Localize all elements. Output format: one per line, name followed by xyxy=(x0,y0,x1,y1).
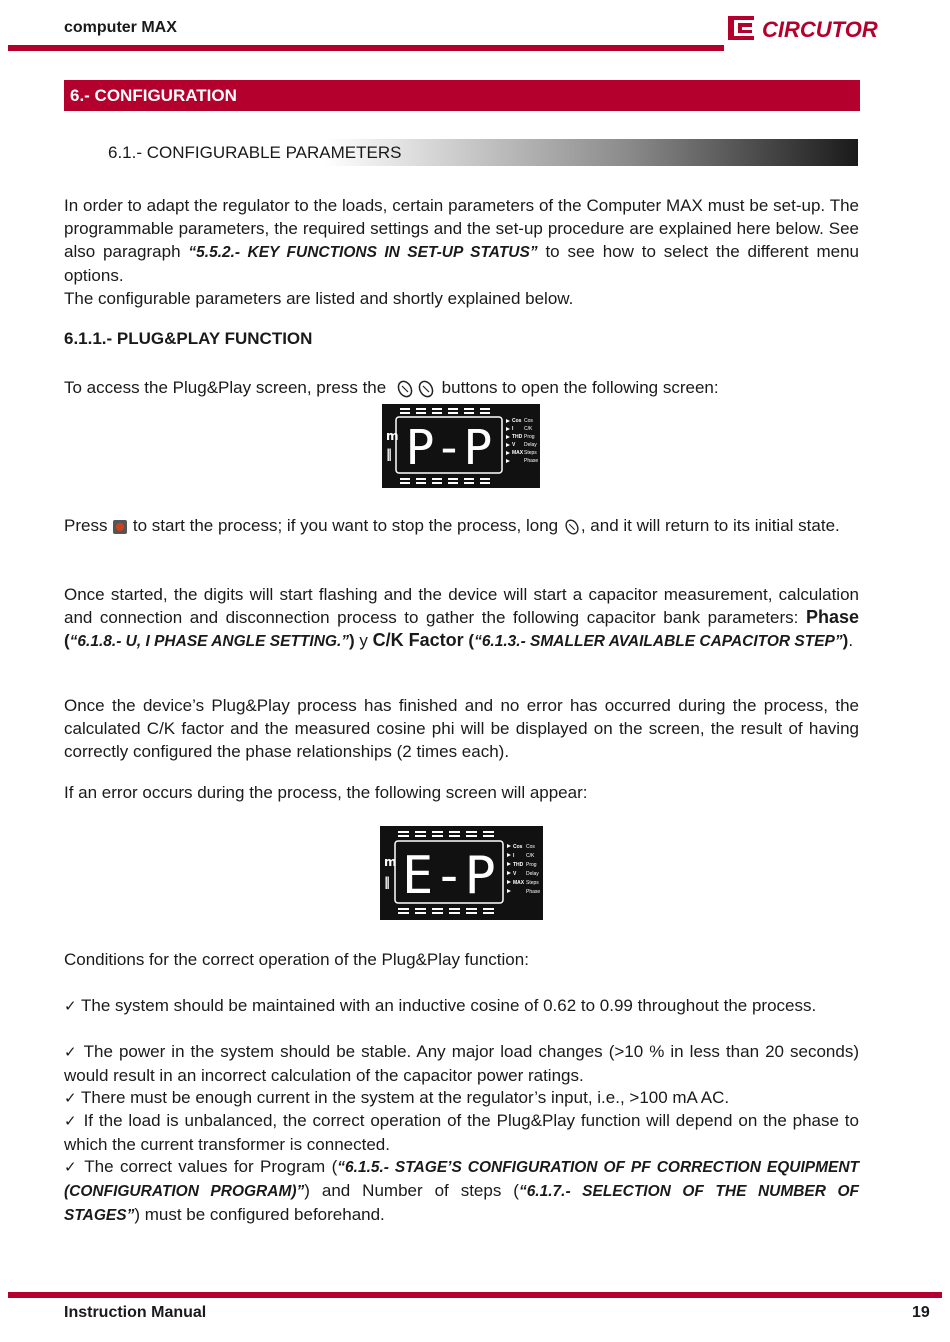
lcd-label: C/K xyxy=(524,426,533,432)
key-button-icon xyxy=(395,379,415,399)
lcd-display-plug-play xyxy=(382,404,540,488)
lcd-label: Phase xyxy=(524,458,539,464)
plug-play-heading: 6.1.1.- PLUG&PLAY FUNCTION xyxy=(64,329,313,348)
access-paragraph: To access the Plug&Play screen, press the buttons to open the following screen: xyxy=(64,378,719,397)
lcd-error-readout: E-P xyxy=(402,846,496,906)
check-icon: ✓ xyxy=(64,1043,78,1061)
lcd-label: Prog xyxy=(524,434,535,440)
logo-text: CIRCUTOR xyxy=(762,17,878,42)
lcd-label: Cos xyxy=(513,844,523,850)
svg-text:m: m xyxy=(384,855,397,869)
lcd-label: Steps xyxy=(524,450,537,456)
lcd-label: V xyxy=(512,442,516,448)
intro-paragraph-2: The configurable parameters are listed and shortly explained below. xyxy=(64,289,574,308)
lcd-label: I xyxy=(512,426,514,432)
circutor-logo xyxy=(724,8,902,46)
condition-item: ✓ The system should be maintained with an inductive cosine of 0.62 to 0.99 throughout the process. xyxy=(64,996,817,1015)
lcd-label: Prog xyxy=(526,862,537,868)
lcd-label: THD xyxy=(512,434,523,440)
lcd-label: Cos xyxy=(526,844,535,850)
lcd-label: Steps xyxy=(526,880,539,886)
check-icon: ✓ xyxy=(64,1158,79,1176)
intro-paragraph: In order to adapt the regulator to the loads, certain parameters of the Computer MAX must be set-up. The programmable parameters, the required settings and the set-up procedure are explained here below. See also paragraph “5.5.2.- KEY FUNCTIONS IN SET-UP STATUS” to see how to select the different menu options. xyxy=(64,196,859,285)
lcd-label: MAX xyxy=(512,450,524,456)
lcd-label: C/K xyxy=(526,853,535,859)
header-rule xyxy=(8,45,724,51)
svg-text:m: m xyxy=(386,429,399,443)
lcd-label: V xyxy=(513,871,517,877)
lcd-label: THD xyxy=(513,862,524,868)
lcd-label: Cos xyxy=(524,418,533,424)
lcd-label: I xyxy=(513,853,515,859)
started-paragraph: Once started, the digits will start flashing and the device will start a capacitor measurement, calculation and connection and disconnection process to gather the following capacitor bank parameters: Phase (“6.1.8.- U, I PHASE ANGLE SETTING.”) y C/K Factor (“6.1.3.- SMALLER AVAILABLE CAPACITOR STEP”). xyxy=(64,585,859,650)
finished-paragraph: Once the device’s Plug&Play process has finished and no error has occurred during the process, the calculated C/K factor and the measured cosine phi will be displayed on the screen, the result of having correctly configured the phase relationships (2 times each). xyxy=(64,696,859,761)
lcd-label: Delay xyxy=(526,871,539,877)
lcd-display-error xyxy=(380,826,543,920)
condition-item: ✓ The power in the system should be stable. Any major load changes (>10 % in less than 20 seconds) would result in an incorrect calculation of the capacitor power ratings. xyxy=(64,1042,859,1085)
press-paragraph: Press to start the process; if you want to stop the process, long , and it will return to its initial state. xyxy=(64,516,840,535)
condition-item: ✓ There must be enough current in the system at the regulator’s input, i.e., >100 mA AC. xyxy=(64,1088,730,1107)
svg-text:‖: ‖ xyxy=(384,875,390,889)
check-icon: ✓ xyxy=(64,997,77,1015)
check-icon: ✓ xyxy=(64,1112,78,1130)
check-icon: ✓ xyxy=(64,1089,77,1107)
error-intro-paragraph: If an error occurs during the process, the following screen will appear: xyxy=(64,783,588,802)
section-title: 6.- CONFIGURATION xyxy=(70,86,237,105)
condition-item: ✓ If the load is unbalanced, the correct operation of the Plug&Play function will depend on the phase to which the current transformer is connected. xyxy=(64,1111,859,1154)
subsection-title: 6.1.- CONFIGURABLE PARAMETERS xyxy=(108,143,402,162)
footer-manual-title: Instruction Manual xyxy=(64,1304,207,1321)
svg-text:‖: ‖ xyxy=(386,447,392,461)
page-number: 19 xyxy=(912,1304,930,1321)
footer-rule xyxy=(8,1292,942,1298)
lcd-label: Phase xyxy=(526,889,541,895)
condition-item: ✓ The correct values for Program (“6.1.5.- STAGE’S CONFIGURATION OF PF CORRECTION EQUIPMENT (CONFIGURATION PROGRAM)”) and Number of steps (“6.1.7.- SELECTION OF THE NUMBER OF STAGES”) must be configured beforehand. xyxy=(64,1157,860,1224)
start-button-icon xyxy=(112,519,128,535)
key-button-icon xyxy=(563,517,581,537)
lcd-label: Delay xyxy=(524,442,537,448)
lcd-label: Cos xyxy=(512,418,522,424)
key-button-icon xyxy=(415,379,437,399)
lcd-main-readout: P-P xyxy=(405,420,493,476)
document-header-title: computer MAX xyxy=(64,19,177,36)
lcd-label: MAX xyxy=(513,880,525,886)
conditions-intro: Conditions for the correct operation of the Plug&Play function: xyxy=(64,950,529,969)
